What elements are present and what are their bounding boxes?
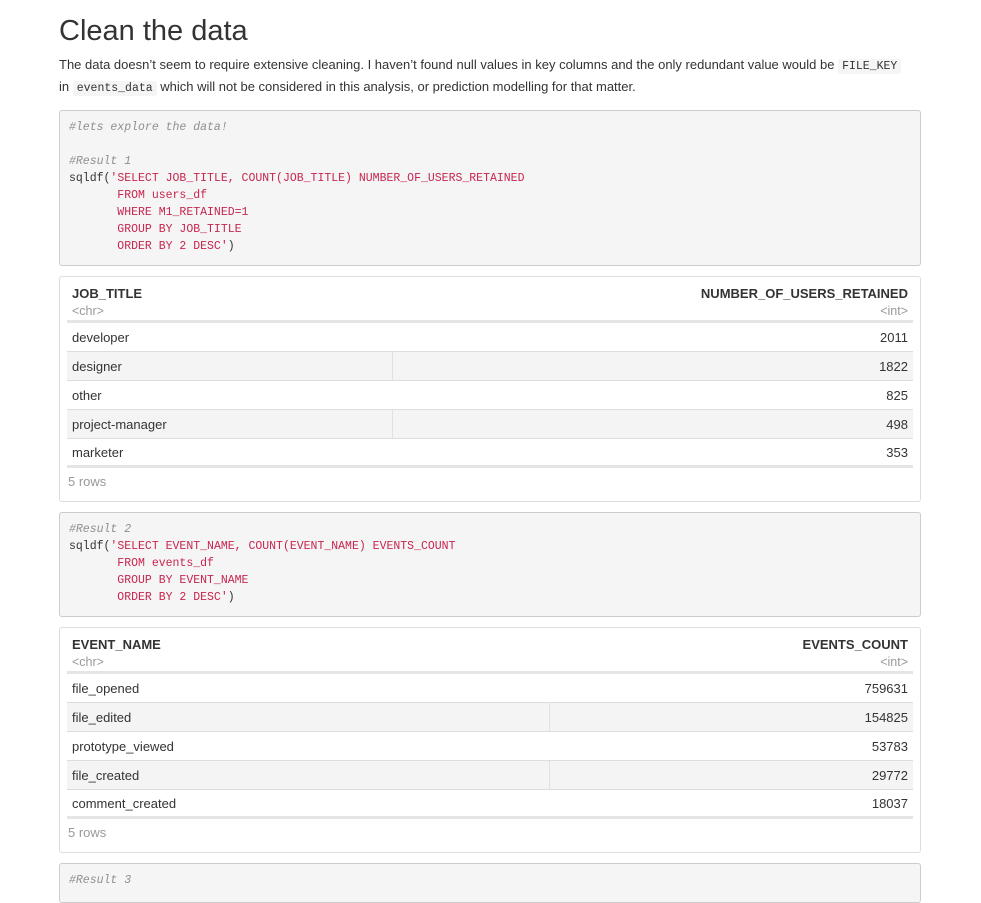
cell-count: 498 xyxy=(886,416,908,432)
cell-count: 154825 xyxy=(864,709,908,725)
code-function: sqldf( xyxy=(69,540,111,553)
table-row xyxy=(67,674,913,703)
code-string: GROUP BY JOB_TITLE xyxy=(69,223,242,236)
cell-count: 53783 xyxy=(871,738,908,754)
intro-text-1: The data doesn’t seem to require extensive cleaning. I haven’t found null values in key columns and the only redundant value would be xyxy=(59,57,839,72)
table-body xyxy=(67,674,913,819)
table-header xyxy=(67,277,913,323)
column-header-job-title[interactable]: JOB_TITLE xyxy=(72,286,143,301)
cell-job-title: other xyxy=(72,387,102,403)
table-row xyxy=(67,381,913,410)
code-string: GROUP BY EVENT_NAME xyxy=(69,574,249,587)
column-header-event-name[interactable]: EVENT_NAME xyxy=(72,637,161,652)
code-string: ORDER BY 2 DESC' xyxy=(69,591,228,604)
code-string: ORDER BY 2 DESC' xyxy=(69,240,228,253)
table-row xyxy=(67,439,913,468)
cell-job-title: designer xyxy=(67,352,393,380)
code-comment: #Result 1 xyxy=(69,155,132,168)
code-block-3[interactable] xyxy=(59,863,921,903)
cell-event-name: file_edited xyxy=(67,703,550,731)
code-block-2[interactable] xyxy=(59,512,921,617)
header-row xyxy=(67,282,913,301)
table-row xyxy=(67,410,913,439)
table-row xyxy=(67,323,913,352)
cell-count: 759631 xyxy=(864,680,908,696)
code-string: WHERE M1_RETAINED=1 xyxy=(69,206,249,219)
code-string: 'SELECT JOB_TITLE, COUNT(JOB_TITLE) NUMBER_OF_USERS_RETAINED xyxy=(110,172,525,185)
header-row xyxy=(67,633,913,652)
cell-count: 29772 xyxy=(871,767,908,783)
code-string: FROM events_df xyxy=(69,557,214,570)
cell-job-title: marketer xyxy=(72,444,124,460)
code-paren: ) xyxy=(227,591,235,604)
column-type: <chr> xyxy=(72,654,104,669)
table-header xyxy=(67,628,913,674)
type-row xyxy=(67,301,913,320)
intro-text-3: which will not be considered in this analysis, or prediction modelling for that matter. xyxy=(156,79,636,94)
cell-event-name: file_created xyxy=(67,761,550,789)
code-comment: #Result 2 xyxy=(69,523,132,536)
cell-job-title: developer xyxy=(72,329,130,345)
type-row xyxy=(67,652,913,671)
table-row xyxy=(67,703,913,732)
table-row xyxy=(67,732,913,761)
column-type: <int> xyxy=(880,303,908,318)
cell-count: 2011 xyxy=(880,329,908,345)
table-body xyxy=(67,323,913,468)
code-string: FROM users_df xyxy=(69,189,208,202)
cell-count: 18037 xyxy=(871,795,908,811)
cell-event-name: comment_created xyxy=(72,795,177,811)
code-block-1[interactable] xyxy=(59,110,921,266)
inline-code-events-data: events_data xyxy=(73,81,157,96)
section-title: Clean the data xyxy=(59,15,248,47)
document-page xyxy=(59,0,921,903)
row-count-footer: 5 rows xyxy=(68,474,107,489)
intro-paragraph xyxy=(59,45,921,99)
column-type: <chr> xyxy=(72,303,104,318)
cell-count: 1822 xyxy=(879,358,908,374)
cell-event-name: prototype_viewed xyxy=(72,738,174,754)
column-type: <int> xyxy=(880,654,908,669)
code-string: 'SELECT EVENT_NAME, COUNT(EVENT_NAME) EVENTS_COUNT xyxy=(110,540,456,553)
cell-job-title: project-manager xyxy=(67,410,393,438)
code-comment: #lets explore the data! xyxy=(69,121,228,134)
column-header-events-count[interactable]: EVENTS_COUNT xyxy=(802,637,908,652)
code-function: sqldf( xyxy=(69,172,111,185)
code-paren: ) xyxy=(227,240,235,253)
result-table-1 xyxy=(59,276,921,502)
intro-text-2: in xyxy=(59,79,73,94)
table-row xyxy=(67,790,913,819)
cell-count: 825 xyxy=(886,387,908,403)
inline-code-file-key: FILE_KEY xyxy=(838,59,901,74)
result-table-2 xyxy=(59,627,921,853)
column-header-number-of-users-retained[interactable]: NUMBER_OF_USERS_RETAINED xyxy=(700,286,908,301)
table-row xyxy=(67,352,913,381)
table-row xyxy=(67,761,913,790)
cell-count: 353 xyxy=(886,444,908,460)
code-comment: #Result 3 xyxy=(69,874,132,887)
cell-event-name: file_opened xyxy=(72,680,140,696)
row-count-footer: 5 rows xyxy=(68,825,107,840)
